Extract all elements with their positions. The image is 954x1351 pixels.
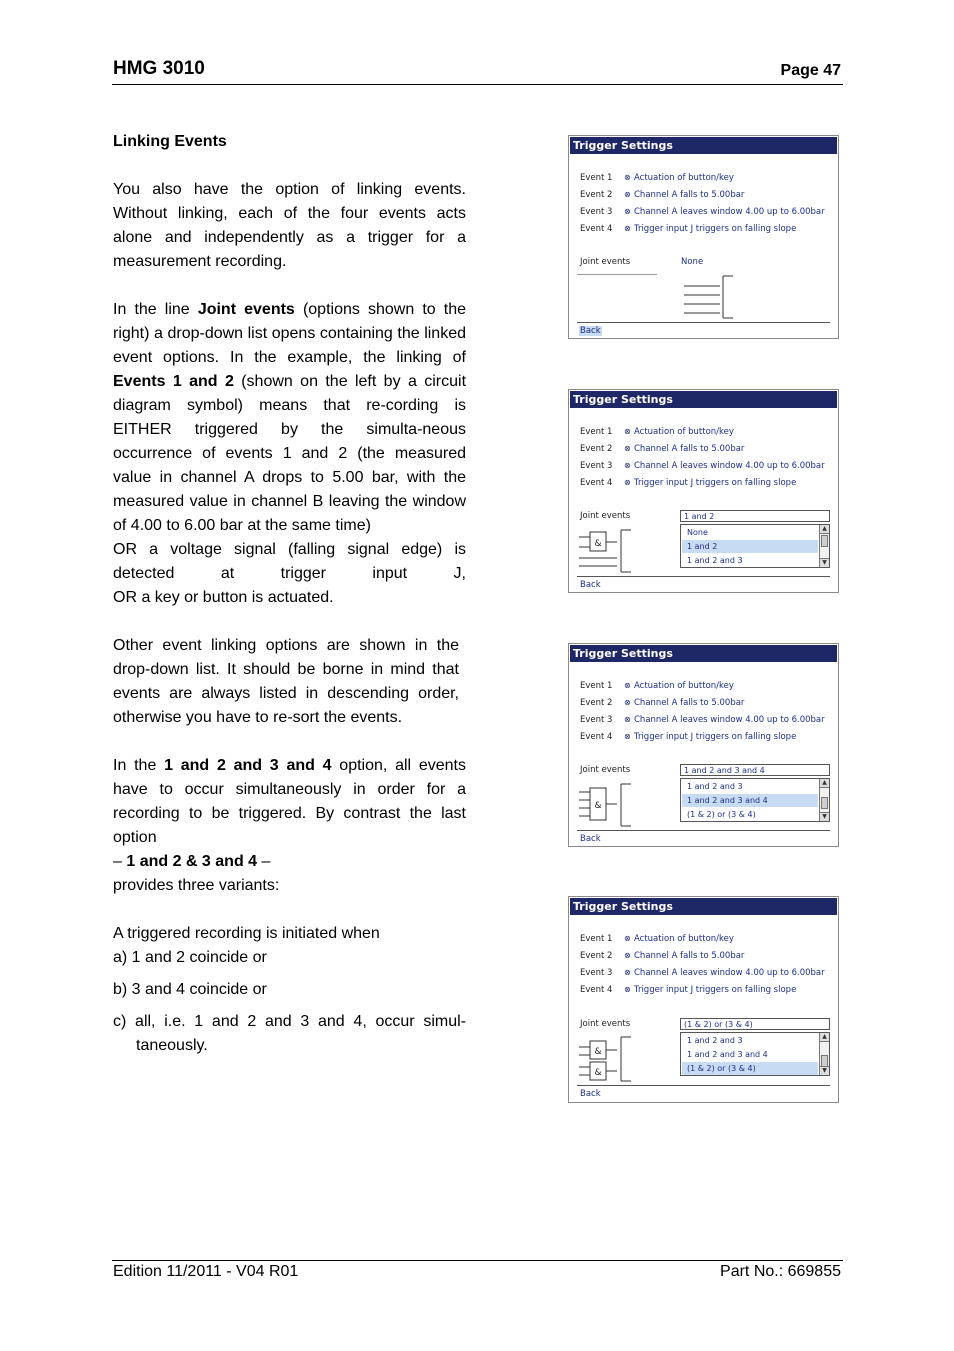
event-row[interactable]: [580, 444, 744, 454]
event-row[interactable]: [580, 224, 796, 234]
dropdown-option[interactable]: 1 and 2 and 3 and 4: [687, 1050, 768, 1059]
joint-events-dropdown[interactable]: 1 and 2 and 3 and 4: [680, 764, 830, 776]
joint-events-label: Joint events: [580, 1019, 631, 1029]
list-item: b) 3 and 4 coincide or: [113, 981, 267, 998]
event-text: Channel A leaves window 4.00 up to 6.00bar: [634, 968, 825, 978]
joint-events-options: [680, 524, 830, 568]
event-row[interactable]: [580, 478, 796, 488]
scrollbar[interactable]: [819, 779, 829, 821]
joint-events-dropdown[interactable]: (1 & 2) or (3 & 4): [680, 1018, 830, 1030]
event-label: Event 2: [580, 444, 613, 454]
event-row[interactable]: [580, 985, 796, 995]
circuit-lines-icon: [679, 274, 739, 322]
dropdown-option[interactable]: 1 and 2 and 3: [687, 1036, 743, 1045]
joint-events-dropdown[interactable]: 1 and 2: [680, 510, 830, 522]
panel-divider: [577, 1085, 830, 1086]
back-button[interactable]: Back: [580, 326, 601, 336]
event-label: Event 1: [580, 173, 613, 183]
part-number: Part No.: 669855: [720, 1263, 841, 1280]
header-rule: [112, 84, 843, 85]
radio-icon: ⊗: [624, 951, 631, 960]
back-button[interactable]: Back: [580, 580, 601, 590]
radio-icon: ⊗: [624, 934, 631, 943]
trigger-settings-panel-4: [568, 896, 839, 1103]
option-name: – 1 and 2 & 3 and 4 –: [113, 853, 271, 870]
footer-rule: [112, 1260, 843, 1261]
event-text: Trigger input J triggers on falling slope: [634, 478, 797, 488]
dropdown-option-selected[interactable]: 1 and 2: [682, 540, 818, 553]
trigger-settings-panel-3: [568, 643, 839, 847]
circuit-diagram-icon: [577, 274, 657, 322]
event-text: Channel A falls to 5.00bar: [634, 190, 745, 200]
scroll-thumb[interactable]: [821, 535, 828, 547]
trigger-intro: A triggered recording is initiated when: [113, 925, 380, 942]
scroll-up-icon[interactable]: ▲: [820, 1033, 829, 1042]
event-label: Event 1: [580, 681, 613, 691]
event-row[interactable]: [580, 934, 734, 944]
radio-icon: ⊗: [624, 968, 631, 977]
radio-icon: ⊗: [624, 207, 631, 216]
event-row[interactable]: [580, 190, 744, 200]
joint-events-options: [680, 778, 830, 822]
event-text: Trigger input J triggers on falling slope: [634, 224, 797, 234]
scroll-thumb[interactable]: [821, 797, 828, 809]
event-text: Trigger input J triggers on falling slope: [634, 732, 797, 742]
edition-info: Edition 11/2011 - V04 R01: [113, 1263, 299, 1280]
dropdown-option[interactable]: 1 and 2 and 3: [687, 782, 743, 791]
list-item: c) all, i.e. 1 and 2 and 3 and 4, occur simul-taneously.: [113, 1013, 466, 1054]
event-label: Event 2: [580, 190, 613, 200]
dropdown-option[interactable]: None: [687, 528, 708, 537]
panel-divider: [577, 830, 830, 831]
panel-title: Trigger Settings: [570, 391, 837, 408]
event-text: Channel A falls to 5.00bar: [634, 698, 745, 708]
radio-icon: ⊗: [624, 698, 631, 707]
page-number: Page 47: [780, 62, 841, 79]
event-row[interactable]: [580, 732, 796, 742]
and-symbol: &: [594, 539, 602, 549]
event-label: Event 3: [580, 968, 613, 978]
joint-events-value[interactable]: None: [681, 257, 704, 267]
event-label: Event 3: [580, 207, 613, 217]
event-row[interactable]: [580, 681, 734, 691]
event-row[interactable]: [580, 715, 825, 725]
radio-icon: ⊗: [624, 444, 631, 453]
radio-icon: ⊗: [624, 681, 631, 690]
scroll-down-icon[interactable]: ▼: [820, 812, 829, 821]
radio-icon: ⊗: [624, 732, 631, 741]
panel-title: Trigger Settings: [570, 645, 837, 662]
paragraph-2-or-1: OR a voltage signal (falling signal edge) is detected at trigger input J,: [113, 541, 466, 582]
scroll-up-icon[interactable]: ▲: [820, 525, 829, 534]
radio-icon: ⊗: [624, 985, 631, 994]
event-row[interactable]: [580, 968, 825, 978]
panel-title: Trigger Settings: [570, 137, 837, 154]
back-button[interactable]: Back: [580, 1089, 601, 1099]
paragraph-3: Other event linking options are shown in the drop-down list. It should be borne in mind that events are always listed in descending order, otherwise you have to re-sort the events.: [113, 637, 459, 726]
paragraph-4: In the 1 and 2 and 3 and 4 option, all events have to occur simultaneously in order for a recording to be triggered. By contrast the last option: [113, 757, 466, 846]
panel-title: Trigger Settings: [570, 898, 837, 915]
event-label: Event 2: [580, 698, 613, 708]
paragraph-2: In the line Joint events (options shown to the right) a drop-down list opens containing the linked event options. In the example, the linking of Events 1 and 2 (shown on the left by a circuit diagram symbol) means that re-cording is EITHER triggered by the simulta-neous occurrence of events 1 and 2 (the measured value in channel A drops to 5.00 bar, with the measured value in channel B leaving the window of 4.00 to 6.00 bar at the same time): [113, 301, 467, 534]
scrollbar[interactable]: [819, 1033, 829, 1075]
document-title: HMG 3010: [113, 58, 205, 79]
radio-icon: ⊗: [624, 173, 631, 182]
event-row[interactable]: [580, 951, 744, 961]
and-gate-diagram-icon: [577, 1035, 637, 1085]
joint-events-label: Joint events: [580, 765, 631, 775]
radio-icon: ⊗: [624, 190, 631, 199]
panel-divider: [577, 576, 830, 577]
event-text: Channel A leaves window 4.00 up to 6.00bar: [634, 461, 825, 471]
event-label: Event 3: [580, 461, 613, 471]
joint-events-options: [680, 1032, 830, 1076]
event-label: Event 4: [580, 732, 613, 742]
variants-intro: provides three variants:: [113, 877, 280, 894]
radio-icon: ⊗: [624, 461, 631, 470]
event-row[interactable]: [580, 698, 744, 708]
dropdown-option[interactable]: (1 & 2) or (3 & 4): [687, 810, 756, 819]
section-heading: Linking Events: [113, 133, 227, 150]
scroll-up-icon[interactable]: ▲: [820, 779, 829, 788]
radio-icon: ⊗: [624, 715, 631, 724]
scroll-down-icon[interactable]: ▼: [820, 1066, 829, 1075]
paragraph-1: You also have the option of linking events. Without linking, each of the four events acts alone and independently as a trigger for a measurement recording.: [113, 181, 466, 270]
event-label: Event 2: [580, 951, 613, 961]
dropdown-option-selected[interactable]: (1 & 2) or (3 & 4): [682, 1062, 818, 1075]
back-button[interactable]: Back: [580, 834, 601, 844]
event-text: Channel A leaves window 4.00 up to 6.00bar: [634, 715, 825, 725]
event-label: Event 3: [580, 715, 613, 725]
event-text: Actuation of button/key: [634, 173, 734, 183]
scroll-down-icon[interactable]: ▼: [820, 558, 829, 567]
and-symbol: &: [594, 1047, 602, 1057]
dropdown-option-selected[interactable]: 1 and 2 and 3 and 4: [682, 794, 818, 807]
event-row[interactable]: [580, 173, 734, 183]
radio-icon: ⊗: [624, 224, 631, 233]
event-label: Event 4: [580, 224, 613, 234]
event-text: Channel A falls to 5.00bar: [634, 444, 745, 454]
event-text: Actuation of button/key: [634, 934, 734, 944]
event-row[interactable]: [580, 461, 825, 471]
radio-icon: ⊗: [624, 478, 631, 487]
list-item: a) 1 and 2 coincide or: [113, 949, 267, 966]
event-text: Channel A falls to 5.00bar: [634, 951, 745, 961]
event-text: Actuation of button/key: [634, 681, 734, 691]
event-label: Event 4: [580, 478, 613, 488]
panel-divider: [577, 322, 830, 323]
event-row[interactable]: [580, 207, 825, 217]
joint-events-label: Joint events: [580, 257, 631, 267]
trigger-settings-panel-2: [568, 389, 839, 593]
event-label: Event 1: [580, 427, 613, 437]
event-label: Event 1: [580, 934, 613, 944]
event-text: Actuation of button/key: [634, 427, 734, 437]
event-label: Event 4: [580, 985, 613, 995]
dropdown-option[interactable]: 1 and 2 and 3: [687, 556, 743, 565]
and-gate-diagram-icon: [577, 782, 637, 830]
event-row[interactable]: [580, 427, 734, 437]
and-symbol: &: [594, 1068, 602, 1078]
and-symbol: &: [594, 801, 602, 811]
joint-events-label: Joint events: [580, 511, 631, 521]
scrollbar[interactable]: [819, 525, 829, 567]
body-text: [113, 130, 466, 1058]
event-text: Channel A leaves window 4.00 up to 6.00bar: [634, 207, 825, 217]
and-gate-diagram-icon: [577, 528, 637, 576]
event-text: Trigger input J triggers on falling slope: [634, 985, 797, 995]
paragraph-2-or-2: OR a key or button is actuated.: [113, 589, 334, 606]
radio-icon: ⊗: [624, 427, 631, 436]
trigger-settings-panel-1: [568, 135, 839, 339]
